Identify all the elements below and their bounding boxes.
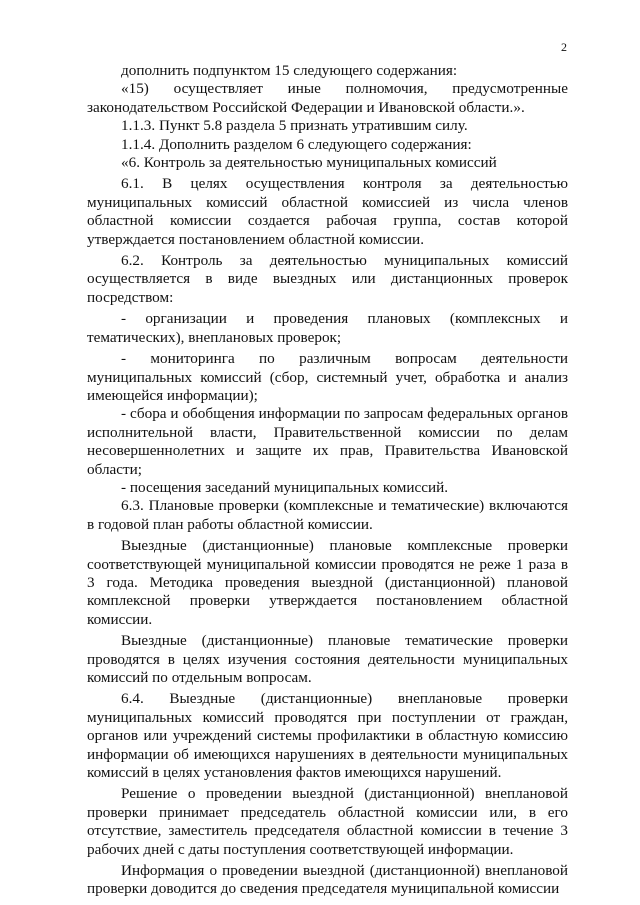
list-item-monitoring: - мониторинга по различным вопросам деятельности муниципальных комиссий (сбор, системный учет, обработка и анализ имеющейся информации); <box>87 350 568 404</box>
paragraph-6-2: 6.2. Контроль за деятельностью муниципальных комиссий осуществляется в виде выездных или дистанционных проверок посредством: <box>87 252 568 306</box>
page-number: 2 <box>561 40 567 54</box>
paragraph-amend-intro: дополнить подпунктом 15 следующего содержания: <box>121 62 458 79</box>
paragraph-6-1: 6.1. В целях осуществления контроля за деятельностью муниципальных комиссий областной комиссией из числа членов областной комиссии создается рабочая группа, состав которой утверждается постановлением областной комиссии. <box>87 175 568 248</box>
paragraph-1-1-4: 1.1.4. Дополнить разделом 6 следующего содержания: <box>121 135 472 153</box>
paragraph-thematic-checks: Выездные (дистанционные) плановые тематические проверки проводятся в целях изучения состояния деятельности муниципальных комиссий по отдельным вопросам. <box>87 632 568 686</box>
paragraph-1-1-3: 1.1.3. Пункт 5.8 раздела 5 признать утратившим силу. <box>121 117 468 135</box>
list-item-meeting-visits: - посещения заседаний муниципальных комиссий. <box>121 478 449 496</box>
list-item-info-collection: - сбора и обобщения информации по запросам федеральных органов исполнительной власти, Правительственной комиссии по делам несовершеннолетних и защите их прав, Правительства Ивановской области; <box>87 405 568 478</box>
paragraph-decision: Решение о проведении выездной (дистанционной) внеплановой проверки принимает председатель областной комиссии или, в его отсутствие, заместитель председателя областной комиссии в течение 3 рабочих дней с даты поступления соответствующей информации. <box>87 785 568 858</box>
paragraph-6-4: 6.4. Выездные (дистанционные) внеплановые проверки муниципальных комиссий проводятся при поступлении от граждан, органов или учреждений системы профилактики в областную комиссию информации об имеющихся нарушениях в деятельности муниципальных комиссий в целях установления фактов имеющихся нарушений. <box>87 690 568 782</box>
paragraph-notification: Информация о проведении выездной (дистанционной) внеплановой проверки доводится до сведения председателя муниципальной комиссии <box>87 862 568 898</box>
list-item-planned-checks: - организации и проведения плановых (комплексных и тематических), внеплановых проверок; <box>87 310 568 346</box>
paragraph-6-3: 6.3. Плановые проверки (комплексные и тематические) включаются в годовой план работы областной комиссии. <box>87 497 568 533</box>
document-body <box>87 62 568 899</box>
section-6-heading: «6. Контроль за деятельностью муниципальных комиссий <box>121 154 497 172</box>
paragraph-complex-checks: Выездные (дистанционные) плановые комплексные проверки соответствующей муниципальной комиссии проводятся не реже 1 раза в 3 года. Методика проведения выездной (дистанционной) плановой комплексной проверки утверждается постановлением областной комиссии. <box>87 537 568 628</box>
paragraph-subitem-15: «15) осуществляет иные полномочия, предусмотренные законодательством Российской Федерации и Ивановской области.». <box>87 80 568 116</box>
